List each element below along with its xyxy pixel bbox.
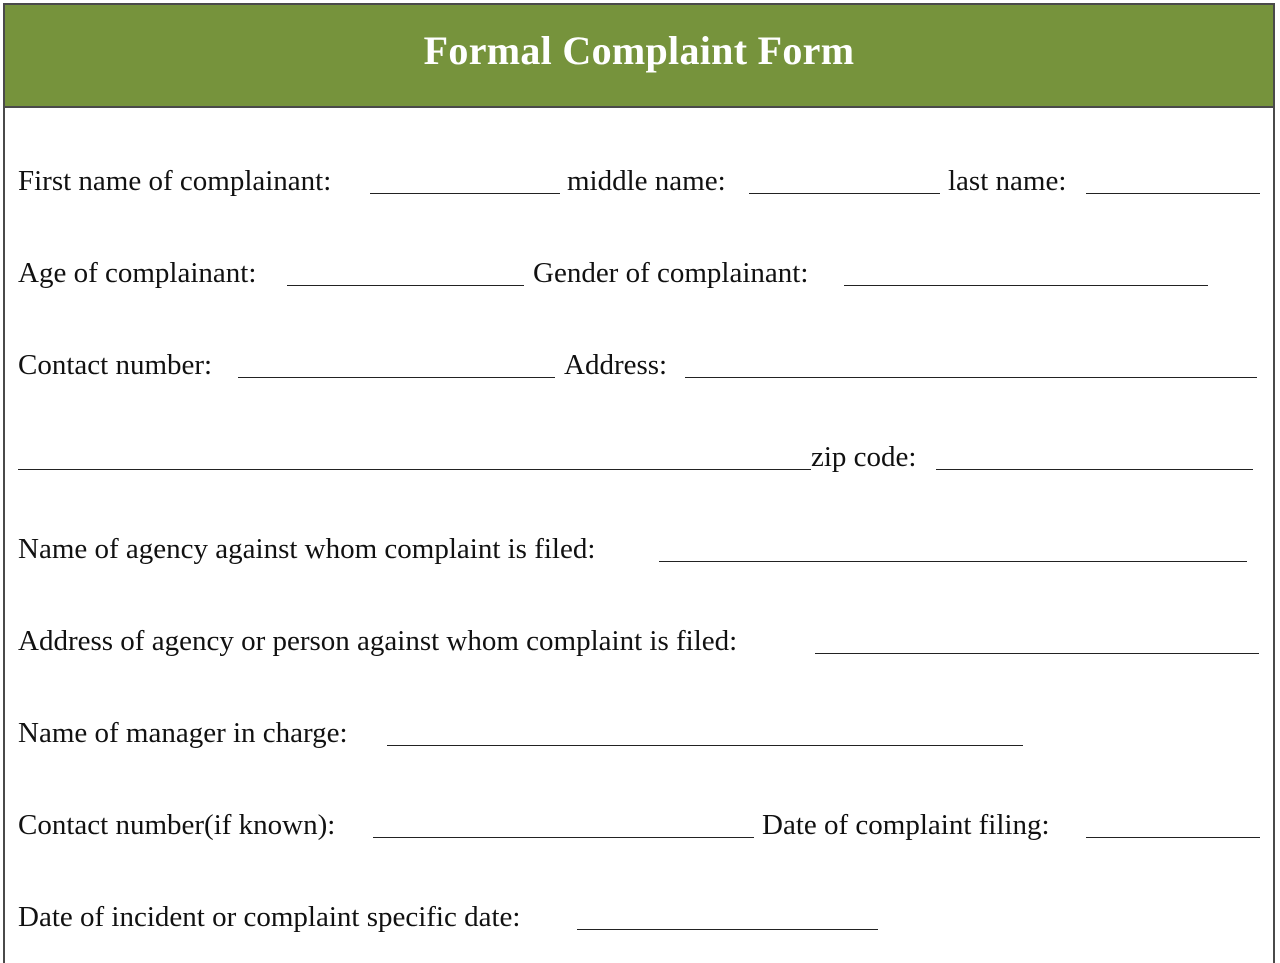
gender-field[interactable] xyxy=(844,285,1208,286)
address-label: Address: xyxy=(564,349,668,381)
filing-date-label: Date of complaint filing: xyxy=(762,809,1050,841)
first-name-label: First name of complainant: xyxy=(18,165,332,197)
agency-address-label: Address of agency or person against whom complaint is filed: xyxy=(18,625,738,657)
address-zip-row xyxy=(18,436,1268,476)
middle-name-field[interactable] xyxy=(749,193,940,194)
manager-name-label: Name of manager in charge: xyxy=(18,717,348,749)
filing-date-field[interactable] xyxy=(1086,837,1260,838)
contact-number-label: Contact number: xyxy=(18,349,213,381)
first-name-field[interactable] xyxy=(370,193,560,194)
manager-contact-label: Contact number(if known): xyxy=(18,809,336,841)
gender-label: Gender of complainant: xyxy=(533,257,809,289)
contact-address-row xyxy=(18,344,1268,384)
form-header xyxy=(3,3,1275,108)
manager-row xyxy=(18,712,1268,752)
agency-name-row xyxy=(18,528,1268,568)
contact-number-field[interactable] xyxy=(238,377,555,378)
age-gender-row xyxy=(18,252,1268,292)
incident-date-label: Date of incident or complaint specific date: xyxy=(18,901,521,933)
address-field[interactable] xyxy=(685,377,1257,378)
manager-contact-row xyxy=(18,804,1268,844)
form-title: Formal Complaint Form xyxy=(423,28,855,73)
age-label: Age of complainant: xyxy=(18,257,257,289)
name-row xyxy=(18,160,1268,200)
zip-code-label: zip code: xyxy=(811,441,917,473)
manager-contact-field[interactable] xyxy=(373,837,754,838)
zip-code-field[interactable] xyxy=(936,469,1253,470)
manager-name-field[interactable] xyxy=(387,745,1023,746)
agency-name-field[interactable] xyxy=(659,561,1247,562)
middle-name-label: middle name: xyxy=(567,165,726,197)
address-continued-field[interactable] xyxy=(18,469,811,470)
last-name-label: last name: xyxy=(948,165,1067,197)
agency-address-field[interactable] xyxy=(815,653,1259,654)
agency-name-label: Name of agency against whom complaint is filed: xyxy=(18,533,596,565)
last-name-field[interactable] xyxy=(1086,193,1260,194)
age-field[interactable] xyxy=(287,285,524,286)
incident-date-field[interactable] xyxy=(577,929,878,930)
agency-address-row xyxy=(18,620,1268,660)
incident-date-row xyxy=(18,896,1268,936)
